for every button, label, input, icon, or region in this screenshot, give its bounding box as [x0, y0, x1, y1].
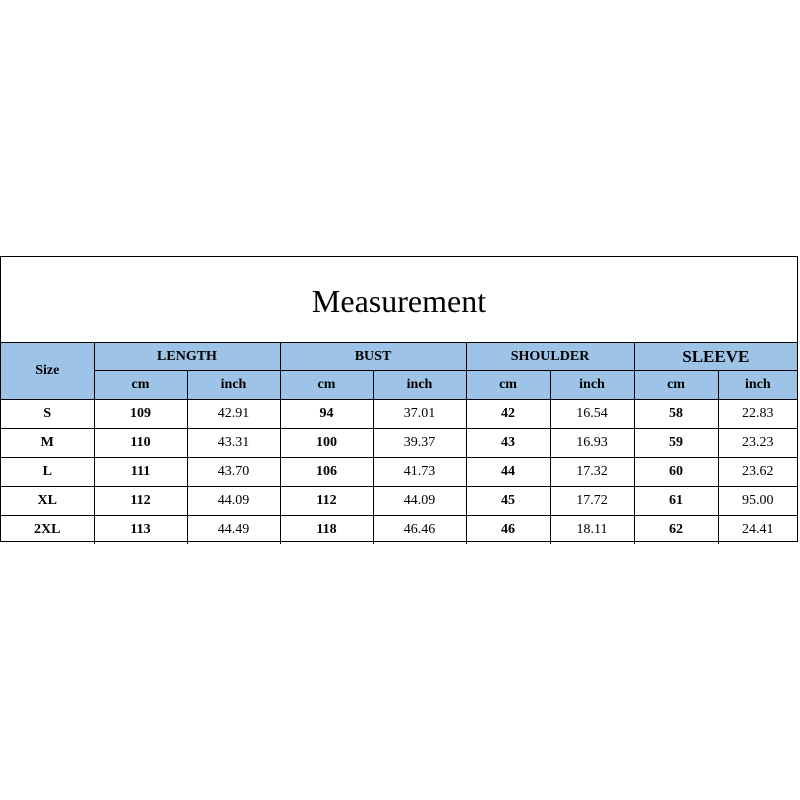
size-cell: 2XL [1, 516, 94, 545]
size-cell: M [1, 429, 94, 458]
bust-cm-cell: 106 [280, 458, 373, 487]
group-header-bust: BUST [280, 343, 466, 371]
length-inch-cell: 42.91 [187, 400, 280, 429]
shoulder-cm-cell: 43 [466, 429, 550, 458]
unit-header-length-inch: inch [187, 371, 280, 400]
unit-header-sleeve-inch: inch [718, 371, 797, 400]
size-cell: S [1, 400, 94, 429]
length-inch-cell: 43.31 [187, 429, 280, 458]
length-inch-cell: 44.49 [187, 516, 280, 545]
length-cm-cell: 109 [94, 400, 187, 429]
unit-header-shoulder-cm: cm [466, 371, 550, 400]
table-row [1, 458, 797, 487]
shoulder-cm-cell: 44 [466, 458, 550, 487]
shoulder-cm-cell: 46 [466, 516, 550, 545]
bust-cm-cell: 100 [280, 429, 373, 458]
length-cm-cell: 111 [94, 458, 187, 487]
length-inch-cell: 44.09 [187, 487, 280, 516]
unit-header-bust-inch: inch [373, 371, 466, 400]
unit-header-length-cm: cm [94, 371, 187, 400]
length-inch-cell: 43.70 [187, 458, 280, 487]
shoulder-cm-cell: 42 [466, 400, 550, 429]
group-header-shoulder: SHOULDER [466, 343, 634, 371]
shoulder-inch-cell: 16.54 [550, 400, 634, 429]
bust-inch-cell: 46.46 [373, 516, 466, 545]
bust-cm-cell: 94 [280, 400, 373, 429]
sleeve-inch-cell: 24.41 [718, 516, 797, 545]
table-row [1, 400, 797, 429]
sleeve-cm-cell: 62 [634, 516, 718, 545]
shoulder-inch-cell: 17.32 [550, 458, 634, 487]
shoulder-inch-cell: 18.11 [550, 516, 634, 545]
group-header-length: LENGTH [94, 343, 280, 371]
unit-header-sleeve-cm: cm [634, 371, 718, 400]
shoulder-inch-cell: 17.72 [550, 487, 634, 516]
shoulder-inch-cell: 16.93 [550, 429, 634, 458]
table-row [1, 516, 797, 545]
sleeve-inch-cell: 22.83 [718, 400, 797, 429]
unit-header-shoulder-inch: inch [550, 371, 634, 400]
bust-inch-cell: 44.09 [373, 487, 466, 516]
sleeve-cm-cell: 59 [634, 429, 718, 458]
bust-inch-cell: 41.73 [373, 458, 466, 487]
sleeve-cm-cell: 60 [634, 458, 718, 487]
sleeve-inch-cell: 23.23 [718, 429, 797, 458]
shoulder-cm-cell: 45 [466, 487, 550, 516]
size-cell: L [1, 458, 94, 487]
size-cell: XL [1, 487, 94, 516]
bust-cm-cell: 112 [280, 487, 373, 516]
bust-inch-cell: 37.01 [373, 400, 466, 429]
title-row [1, 257, 797, 343]
group-header-sleeve: SLEEVE [634, 343, 797, 371]
sleeve-inch-cell: 23.62 [718, 458, 797, 487]
page-title: Measurement [311, 282, 487, 319]
bust-cm-cell: 118 [280, 516, 373, 545]
table-row [1, 487, 797, 516]
sleeve-inch-cell: 95.00 [718, 487, 797, 516]
size-header: Size [1, 343, 94, 400]
measurement-sheet [0, 256, 798, 542]
table-row [1, 429, 797, 458]
sleeve-cm-cell: 58 [634, 400, 718, 429]
length-cm-cell: 113 [94, 516, 187, 545]
size-table [1, 343, 797, 544]
unit-header-bust-cm: cm [280, 371, 373, 400]
length-cm-cell: 110 [94, 429, 187, 458]
sleeve-cm-cell: 61 [634, 487, 718, 516]
length-cm-cell: 112 [94, 487, 187, 516]
bust-inch-cell: 39.37 [373, 429, 466, 458]
